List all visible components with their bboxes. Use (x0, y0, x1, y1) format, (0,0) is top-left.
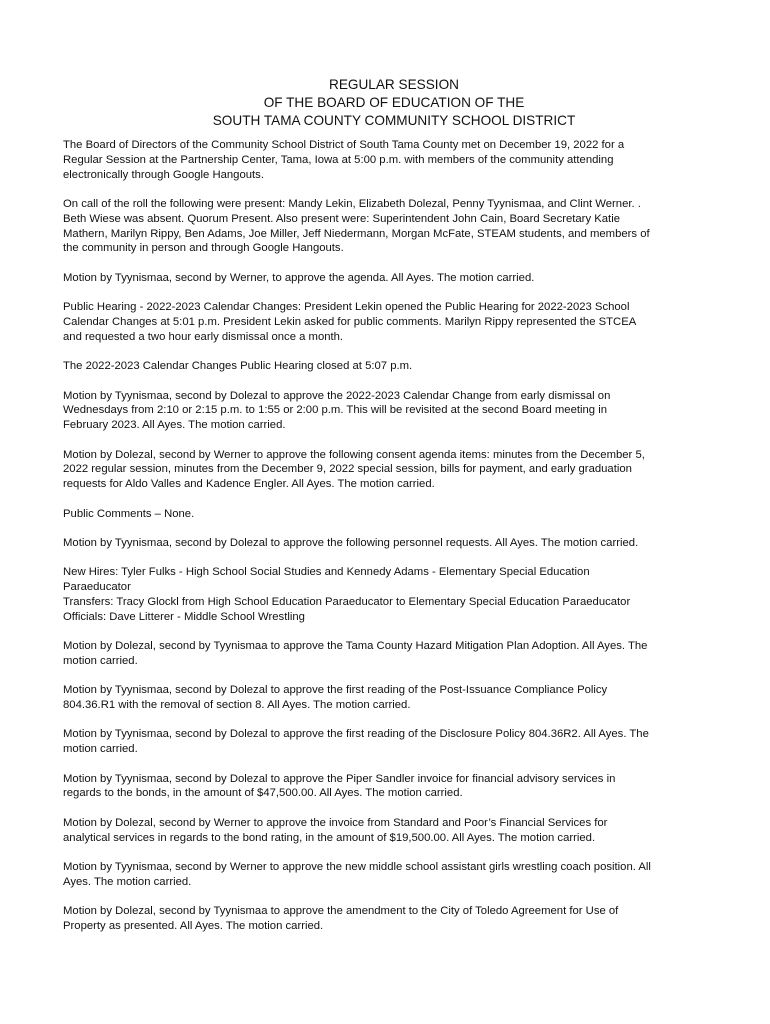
text-line: Ayes. The motion carried. (63, 875, 192, 888)
text-line: Motion by Dolezal, second by Tyynismaa to approve the Tama County Hazard Mitigation Plan Adoption. All Ayes. The (63, 640, 648, 653)
paragraph-public-comments (63, 507, 725, 522)
minutes-body (63, 138, 725, 934)
personnel-line: New Hires: Tyler Fulks - High School Social Studies and Kennedy Adams - Elementary Special Education (63, 566, 590, 579)
text-line: regards to the bonds, in the amount of $47,500.00. All Ayes. The motion carried. (63, 787, 463, 800)
text-line: Wednesdays from 2:10 or 2:15 p.m. to 1:55 or 2:00 p.m. This will be revisited at the second Board meeting in (63, 404, 608, 417)
text-line: the community in person and through Google Hangouts. (63, 242, 344, 255)
text-line: Public Hearing - 2022-2023 Calendar Changes: President Lekin opened the Public Hearing for 2022-2023 School (63, 301, 630, 314)
paragraph-calendar-motion (63, 389, 725, 433)
paragraph-standard-poors (63, 816, 725, 846)
title-line: OF THE BOARD OF EDUCATION OF THE (263, 95, 525, 110)
text-line: and requested a two hour early dismissal once a month. (63, 330, 344, 343)
text-line: Mathern, Marilyn Rippy, Ben Adams, Joe Miller, Jeff Niedermann, Morgan McFate, STEAM students, and members of (63, 227, 650, 240)
text-line: requests for Aldo Valles and Kadence Engler. All Ayes. The motion carried. (63, 478, 435, 491)
paragraph-consent-agenda (63, 448, 725, 492)
text-line: Calendar Changes at 5:01 p.m. President Lekin asked for public comments. Marilyn Rippy represented the STCEA (63, 315, 637, 328)
text-line: motion carried. (63, 654, 138, 667)
paragraph-wrestling-coach (63, 860, 725, 890)
paragraph-personnel-motion (63, 536, 725, 551)
paragraph-hearing-closed (63, 359, 725, 374)
paragraph-piper-sandler (63, 772, 725, 802)
text-line: 2022 regular session, minutes from the December 9, 2022 special session, bills for payment, and early graduation (63, 463, 632, 476)
text-line: Motion by Tyynismaa, second by Werner, to approve the agenda. All Ayes. The motion carried. (63, 271, 535, 284)
text-line: Public Comments – None. (63, 507, 195, 520)
text-line: Motion by Tyynismaa, second by Dolezal to approve the first reading of the Post-Issuance Compliance Policy (63, 684, 608, 697)
text-line: Motion by Tyynismaa, second by Dolezal to approve the Piper Sandler invoice for financial advisory services in (63, 772, 616, 785)
text-line: electronically through Google Hangouts. (63, 168, 264, 181)
text-line: The 2022-2023 Calendar Changes Public Hearing closed at 5:07 p.m. (63, 360, 413, 373)
text-line: Motion by Tyynismaa, second by Werner to approve the new middle school assistant girls wrestling coach position. All (63, 861, 651, 873)
text-line: February 2023. All Ayes. The motion carried. (63, 419, 286, 432)
text-line: Motion by Tyynismaa, second by Dolezal to approve the 2022-2023 Calendar Change from early dismissal on (63, 389, 611, 402)
text-line: Motion by Dolezal, second by Tyynismaa to approve the amendment to the City of Toledo Agreement for Use of (63, 905, 619, 918)
text-line: Property as presented. All Ayes. The motion carried. (63, 919, 324, 932)
title-line: REGULAR SESSION (329, 77, 459, 92)
paragraph-disclosure-policy (63, 727, 725, 757)
text-line: The Board of Directors of the Community School District of South Tama County met on December 19, 2022 for a (63, 139, 625, 151)
paragraph-hazard-mitigation (63, 639, 725, 669)
text-line: analytical services in regards to the bond rating, in the amount of $19,500.00. All Ayes. The motion carried. (63, 831, 596, 844)
personnel-line: Transfers: Tracy Glockl from High School Education Paraeducator to Elementary Special Education Paraeducator (63, 595, 631, 608)
text-line: Beth Wiese was absent. Quorum Present. Also present were: Superintendent John Cain, Board Secretary Katie (63, 212, 620, 225)
paragraph-call-to-order (63, 138, 725, 182)
document-page (63, 76, 725, 948)
text-line: On call of the roll the following were present: Mandy Lekin, Elizabeth Dolezal, Penny Tyynismaa, and Clint Werner. . (63, 197, 641, 210)
text-line: Motion by Dolezal, second by Werner to approve the following consent agenda items: minutes from the December 5, (63, 448, 645, 461)
paragraph-toledo-agreement (63, 904, 725, 934)
text-line: Motion by Dolezal, second by Werner to approve the invoice from Standard and Poor’s Financial Services for (63, 816, 608, 829)
personnel-line: Paraeducator (63, 581, 131, 594)
paragraph-agenda-motion (63, 271, 725, 286)
text-line: Motion by Tyynismaa, second by Dolezal to approve the following personnel requests. All Ayes. The motion carried. (63, 536, 639, 549)
personnel-line: Officials: Dave Litterer - Middle School Wrestling (63, 610, 305, 623)
text-line: Regular Session at the Partnership Center, Tama, Iowa at 5:00 p.m. with members of the community attending (63, 153, 614, 166)
document-title (63, 76, 725, 130)
paragraph-public-hearing (63, 300, 725, 344)
title-line: SOUTH TAMA COUNTY COMMUNITY SCHOOL DISTRICT (212, 113, 576, 128)
paragraph-roll-call (63, 197, 725, 256)
text-line: Motion by Tyynismaa, second by Dolezal to approve the first reading of the Disclosure Policy 804.36R2. All Ayes. The (63, 728, 649, 741)
text-line: motion carried. (63, 743, 138, 756)
paragraph-compliance-policy (63, 683, 725, 713)
personnel-list (63, 565, 725, 624)
text-line: 804.36.R1 with the removal of section 8. All Ayes. The motion carried. (63, 699, 411, 712)
